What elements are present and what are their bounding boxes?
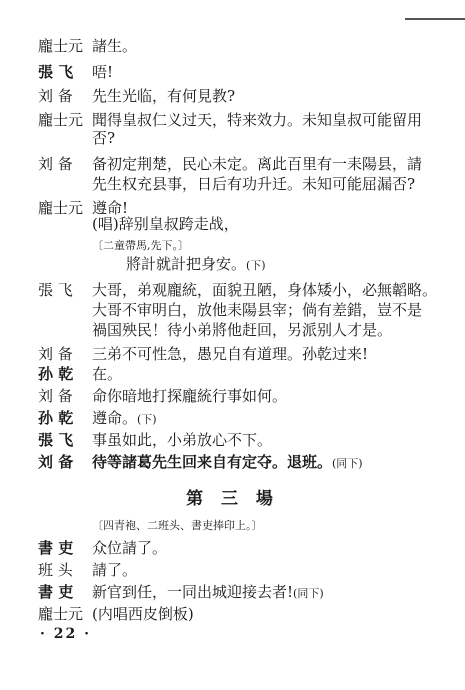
- dialogue-text: 將計就計把身安。: [126, 255, 247, 273]
- speaker: 張 飞: [38, 431, 74, 449]
- speaker: 刘 备: [38, 387, 73, 405]
- dialogue: 事虽如此，小弟放心不下。: [92, 431, 273, 449]
- speaker: 孙 乾: [38, 409, 74, 427]
- dialogue: 先生光临，有何見教?: [92, 87, 236, 105]
- speaker: 龐士元: [38, 605, 84, 623]
- speaker: 張 飞: [38, 63, 74, 81]
- speaker: 班 头: [38, 561, 73, 579]
- dialogue: 禍国殃民！待小弟將他赶回，另派别人才是。: [92, 321, 393, 339]
- page-number: · 22 ·: [40, 626, 91, 642]
- dialogue: 諸生。: [92, 37, 138, 55]
- speaker: 刘 备: [38, 345, 73, 363]
- dialogue: (内唱西皮倒板): [92, 605, 194, 623]
- dialogue: 大哥不审明白，放他耒陽县宰；倘有差錯，豈不是: [92, 301, 423, 319]
- speaker: 孙 乾: [38, 365, 74, 383]
- dialogue: 遵命!: [92, 199, 129, 217]
- exit-note: (同下): [293, 587, 324, 600]
- dialogue: (唱)辞别皇叔跨走战，: [92, 215, 239, 233]
- dialogue: 先生权充县事，日后有功升迁。未知可能屈漏否?: [92, 175, 416, 193]
- dialogue-text: 新官到任，一同出城迎接去者!: [92, 583, 294, 601]
- speaker: 刘 备: [38, 87, 73, 105]
- speaker: 書 吏: [38, 539, 74, 557]
- dialogue: 备初定荆楚，民心未定。离此百里有一耒陽县，請: [92, 155, 423, 173]
- speaker: 刘 备: [38, 453, 74, 471]
- exit-note: (下): [246, 259, 266, 272]
- dialogue: [92, 582, 438, 604]
- dialogue: [92, 408, 438, 430]
- dialogue-text: 待等諸葛先生回来自有定夺。退班。: [92, 453, 333, 471]
- dialogue: 否?: [92, 129, 116, 147]
- dialogue: 聞得皇叔仁义过天，特来效力。未知皇叔可能留用: [92, 111, 423, 129]
- speaker: 龐士元: [38, 37, 84, 55]
- dialogue: 在。: [92, 365, 123, 383]
- dialogue: 三弟不可性急，愚兄自有道理。孙乾过来!: [92, 345, 369, 363]
- dialogue: 請了。: [92, 561, 138, 579]
- exit-note: (下): [137, 413, 157, 426]
- stage-text: 〔四青袍、二班头、書吏捧印上。〕: [92, 519, 263, 532]
- dialogue: [126, 254, 465, 276]
- scene-title: 第 三 場: [186, 489, 279, 509]
- exit-note: (同下): [332, 457, 363, 470]
- dialogue: 大哥，弟观龐統，面貌丑陋，身体矮小，必無韜略。: [92, 281, 438, 299]
- top-rule: [405, 18, 465, 20]
- dialogue: 唔!: [92, 63, 114, 81]
- speaker: 龐士元: [38, 111, 84, 129]
- speaker: 龐士元: [38, 199, 84, 217]
- dialogue: 众位請了。: [92, 539, 168, 557]
- speaker: 書 吏: [38, 583, 74, 601]
- speaker: 刘 备: [38, 155, 73, 173]
- dialogue: [92, 452, 438, 474]
- dialogue-text: 遵命。: [92, 409, 138, 427]
- speaker: 張 飞: [38, 281, 73, 299]
- stage-text: 〔二童帶馬,先下。〕: [92, 239, 189, 252]
- dialogue: 命你暗地打探龐統行事如何。: [92, 387, 288, 405]
